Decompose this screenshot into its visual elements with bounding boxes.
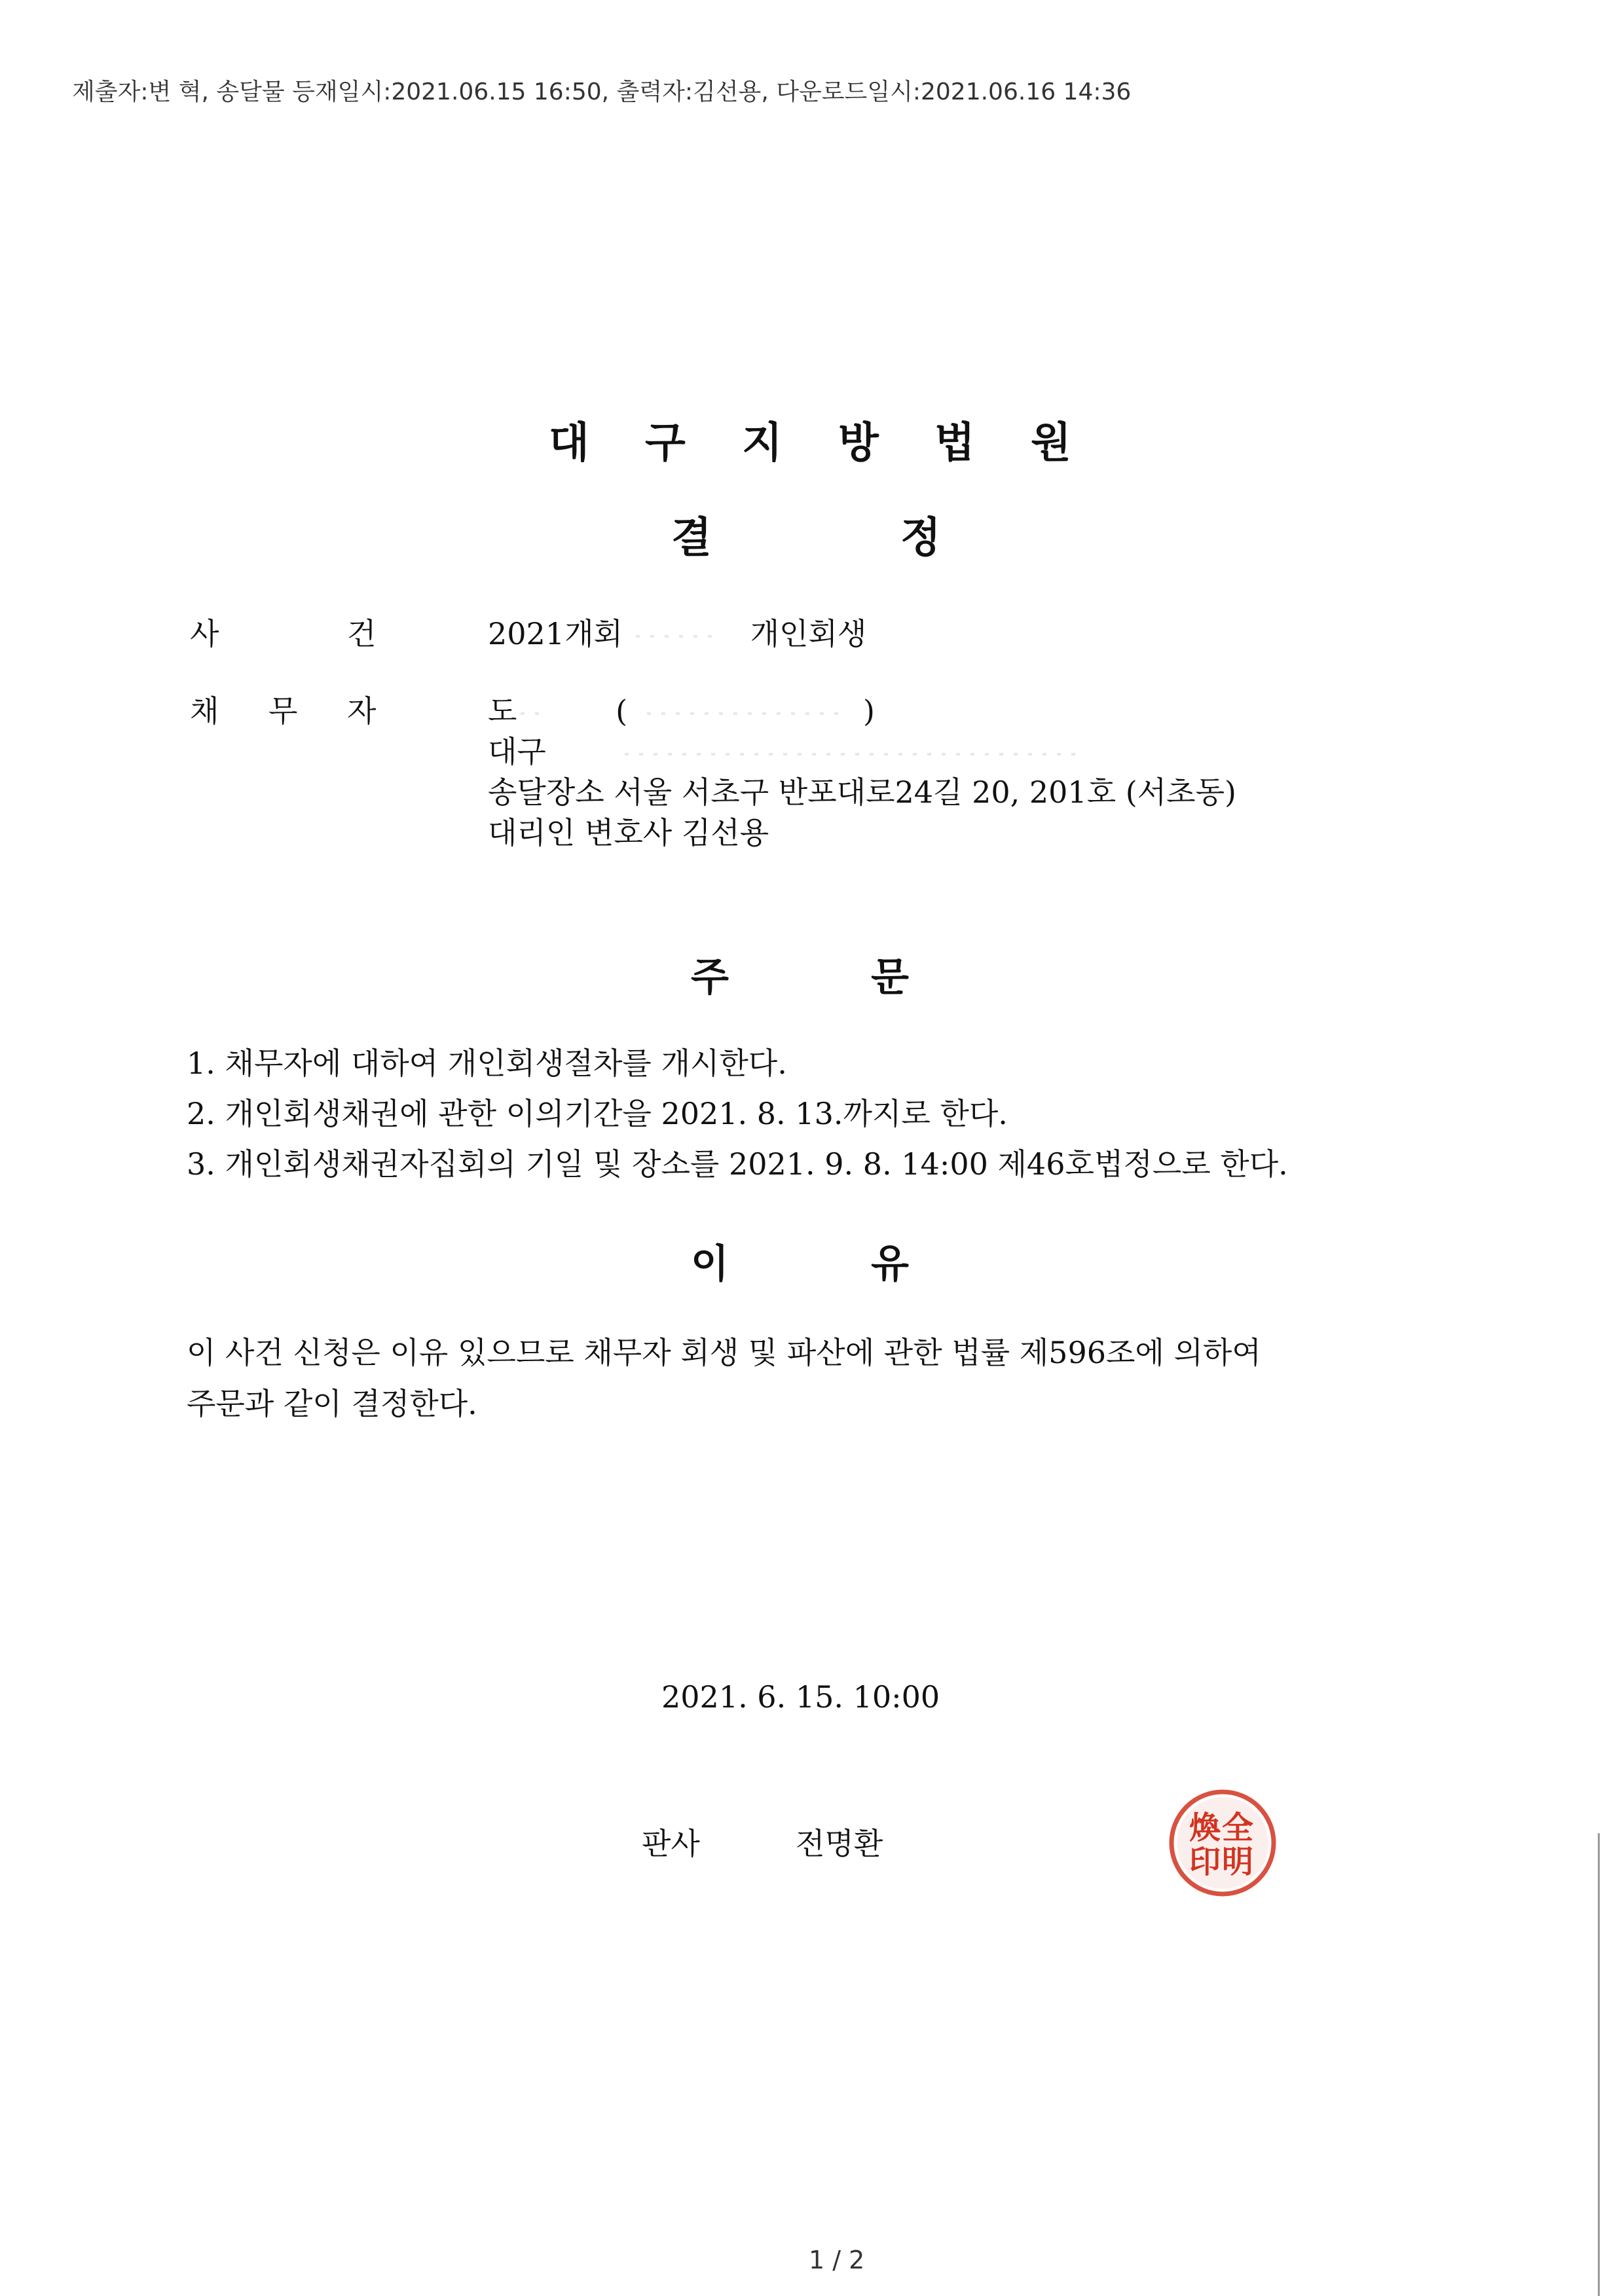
redaction [636,635,714,638]
page-number: 1 / 2 [809,2246,865,2274]
court-char: 방 [838,418,879,467]
court-char: 원 [1031,418,1071,467]
order-heading-char: 문 [871,955,909,1000]
court-char: 법 [934,418,975,467]
court-name [0,409,1624,475]
title-char: 결 [671,513,712,562]
order-heading-char: 주 [691,955,729,1000]
seal-char: 明 [1221,1844,1254,1880]
redaction [625,753,1083,756]
case-number: 2021개회 개인회생 [488,616,867,651]
scan-edge-line [1598,1833,1600,2296]
submission-header: 제출자:변 혁, 송달물 등재일시:2021.06.15 16:50, 출력자:김선용, 다운로드일시:2021.06.16 14:36 [72,79,1132,105]
court-char: 대 [549,418,589,467]
order-item: 3. 개인회생채권자집회의 기일 및 장소를 2021. 9. 8. 14:00 제46호법정으로 한다. [187,1146,1288,1182]
redaction [647,712,843,715]
reason-heading-char: 유 [871,1241,909,1287]
service-address: 송달장소 서울 서초구 반포대로24길 20, 201호 (서초동) [488,774,1236,810]
court-char: 구 [645,418,686,467]
judge-title: 판사 [642,1826,700,1861]
debtor-name: 도 ( ) [488,693,875,729]
reason-heading-char: 이 [691,1241,729,1287]
court-char: 지 [742,418,783,467]
seal-char: 印 [1189,1844,1221,1880]
judge-name: 전명환 [796,1826,883,1861]
seal-char: 煥 [1189,1810,1221,1846]
document-title [0,504,1624,570]
title-char: 정 [900,513,941,562]
reason-text: 이 사건 신청은 이유 있으므로 채무자 회생 및 파산에 관한 법률 제596조에 의하여 [187,1335,1261,1370]
debtor-address: 대구 [488,728,1083,771]
reason-text: 주문과 같이 결정한다. [187,1386,477,1421]
order-item: 1. 채무자에 대하여 개인회생절차를 개시한다. [187,1046,787,1081]
seal-char: 全 [1221,1810,1254,1846]
redaction [521,712,540,715]
judge-seal-icon [1167,1787,1278,1899]
order-item: 2. 개인회생채권에 관한 이의기간을 2021. 8. 13.까지로 한다. [187,1096,1008,1131]
debtor-label: 채 무 자 [190,693,377,729]
decision-date: 2021. 6. 15. 10:00 [661,1679,940,1715]
agent-line: 대리인 변호사 김선용 [488,815,769,850]
case-label: 사 건 [190,616,377,651]
